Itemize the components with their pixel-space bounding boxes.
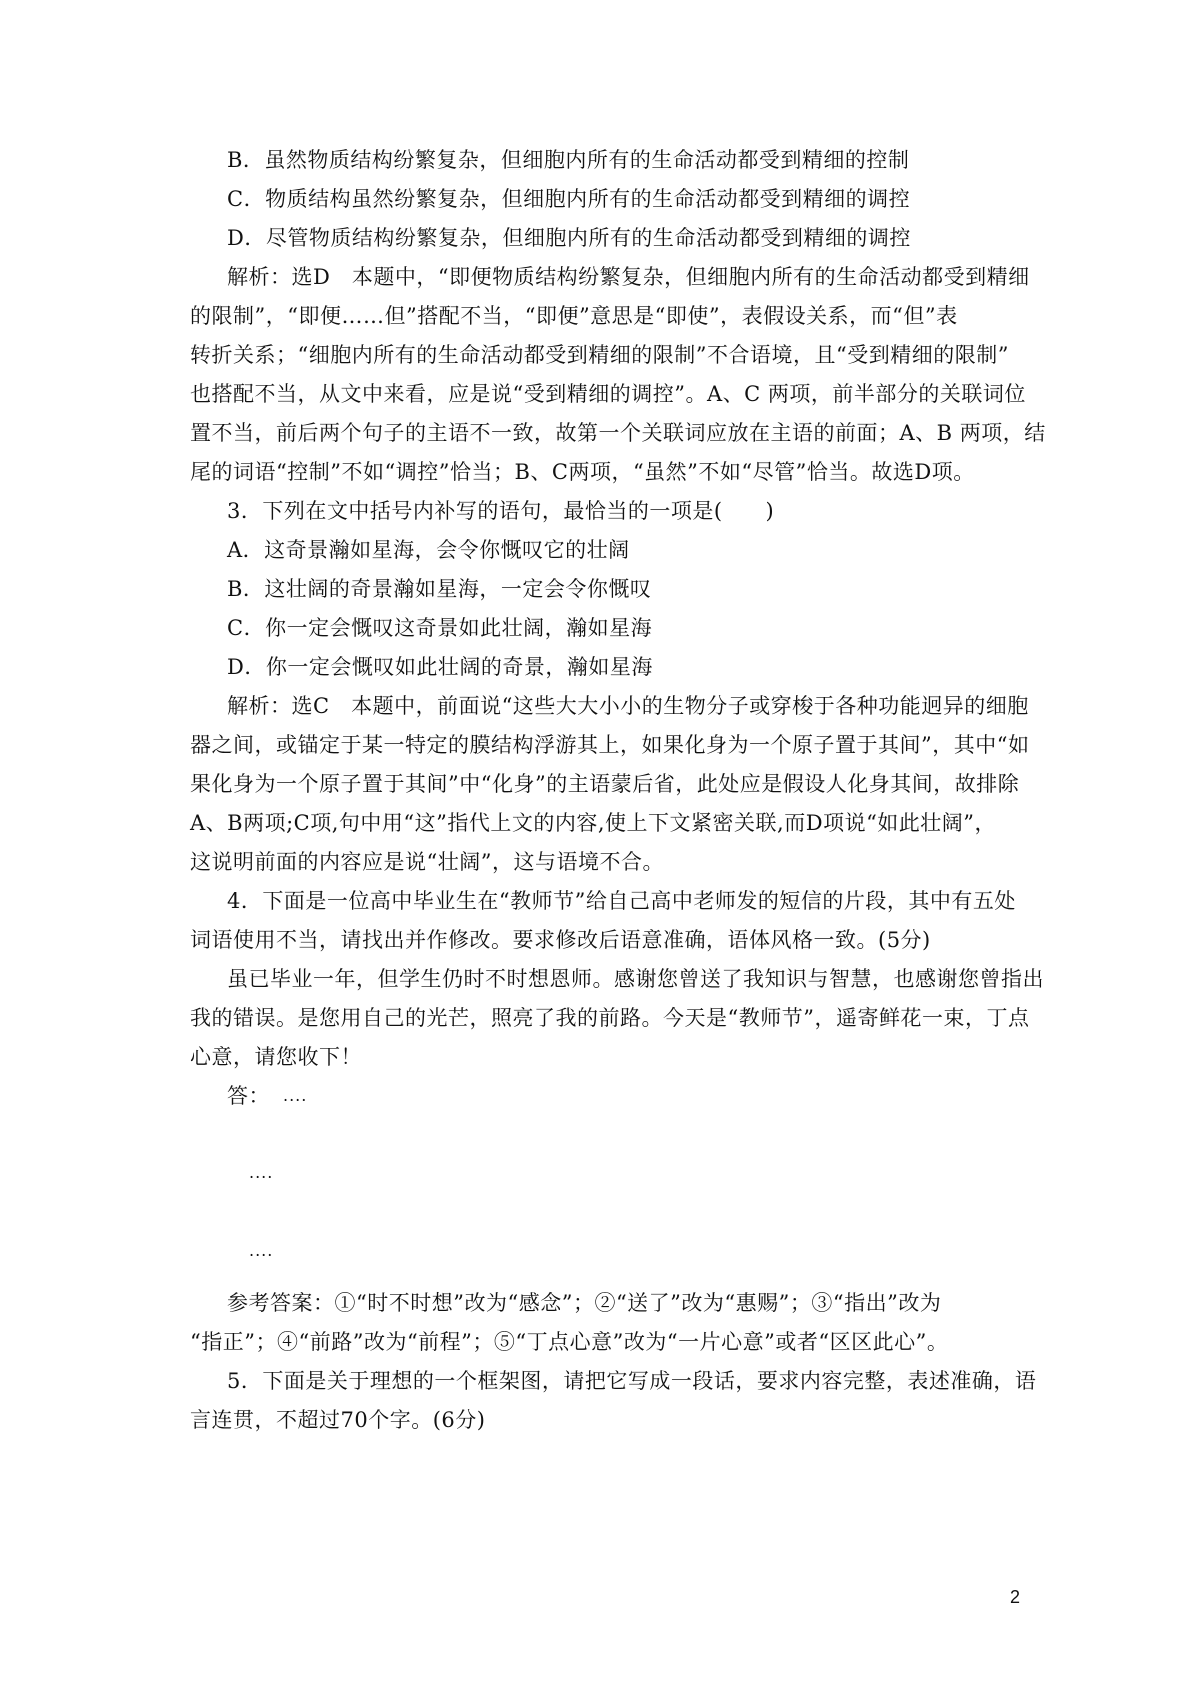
q3-option-c: C．你一定会慨叹这奇景如此壮阔，瀚如星海 <box>227 616 653 640</box>
answer-blank-mark: .... <box>249 1241 274 1260</box>
q4-reference-answer-line: “指正”；④“前路”改为“前程”；⑤“丁点心意”改为“一片心意”或者“区区此心”。 <box>190 1330 949 1354</box>
answer-blank-mark: .... <box>249 1163 274 1182</box>
q3-analysis-line: 器之间，或锚定于某一特定的膜结构浮游其上，如果化身为一个原子置于其间”，其中“如 <box>190 733 1030 757</box>
q3-option-a: A．这奇景瀚如星海，会令你慨叹它的壮阔 <box>227 538 630 562</box>
q4-passage-line: 我的错误。是您用自己的光芒，照亮了我的前路。今天是“教师节”，遥寄鲜花一束，丁点 <box>190 1006 1030 1030</box>
q3-option-d: D．你一定会慨叹如此壮阔的奇景，瀚如星海 <box>227 655 653 679</box>
q3-analysis-line: A、B两项;C项,句中用“这”指代上文的内容,使上下文紧密关联,而D项说“如此壮阔”， <box>190 811 997 835</box>
q3-analysis-line: 解析：选C 本题中，前面说“这些大大小小的生物分子或穿梭于各种功能迥异的细胞 <box>227 694 1029 718</box>
q3-stem: 3．下列在文中括号内补写的语句，最恰当的一项是( ) <box>227 499 775 523</box>
q2-analysis-line: 置不当，前后两个句子的主语不一致，故第一个关联词应放在主语的前面；A、B 两项，结 <box>190 421 1046 445</box>
q5-stem-line: 5．下面是关于理想的一个框架图，请把它写成一段话，要求内容完整，表述准确，语 <box>227 1369 1037 1393</box>
q4-passage-line: 心意，请您收下！ <box>190 1045 362 1069</box>
q3-analysis-line: 果化身为一个原子置于其间”中“化身”的主语蒙后省，此处应是假设人化身其间，故排除 <box>190 772 1020 796</box>
q3-option-b: B．这壮阔的奇景瀚如星海，一定会令你慨叹 <box>227 577 652 601</box>
q4-stem-line: 4．下面是一位高中毕业生在“教师节”给自己高中老师发的短信的片段，其中有五处 <box>227 889 1016 913</box>
q3-analysis-line: 这说明前面的内容应是说“壮阔”，这与语境不合。 <box>190 850 664 874</box>
q2-analysis-line: 解析：选D 本题中，“即便物质结构纷繁复杂，但细胞内所有的生命活动都受到精细 <box>227 265 1030 289</box>
q2-analysis-line: 转折关系；“细胞内所有的生命活动都受到精细的限制”不合语境，且“受到精细的限制” <box>190 343 1009 367</box>
page-number: 2 <box>1010 1587 1021 1607</box>
q2-option-b: B．虽然物质结构纷繁复杂，但细胞内所有的生命活动都受到精细的控制 <box>227 148 910 172</box>
q2-analysis-line: 尾的词语“控制”不如“调控”恰当；B、C两项，“虽然”不如“尽管”恰当。故选D项。 <box>190 460 975 484</box>
q2-analysis-line: 也搭配不当，从文中来看，应是说“受到精细的调控”。A、C 两项，前半部分的关联词位 <box>190 382 1026 406</box>
q4-passage-line: 虽已毕业一年，但学生仍时不时想恩师。感谢您曾送了我知识与智慧，也感谢您曾指出 <box>227 967 1044 991</box>
answer-blank-mark: .... <box>283 1086 308 1105</box>
answer-label: 答： <box>227 1084 270 1108</box>
q2-analysis-line: 的限制”，“即便……但”搭配不当，“即便”意思是“即使”，表假设关系，而“但”表 <box>190 304 958 328</box>
q2-option-c: C．物质结构虽然纷繁复杂，但细胞内所有的生命活动都受到精细的调控 <box>227 187 911 211</box>
q5-stem-line: 言连贯，不超过70个字。(6分) <box>190 1408 486 1432</box>
q2-option-d: D．尽管物质结构纷繁复杂，但细胞内所有的生命活动都受到精细的调控 <box>227 226 911 250</box>
q4-stem-line: 词语使用不当，请找出并作修改。要求修改后语意准确，语体风格一致。(5分) <box>190 928 931 952</box>
q4-reference-answer-line: 参考答案：①“时不时想”改为“感念”；②“送了”改为“惠赐”；③“指出”改为 <box>227 1291 942 1315</box>
